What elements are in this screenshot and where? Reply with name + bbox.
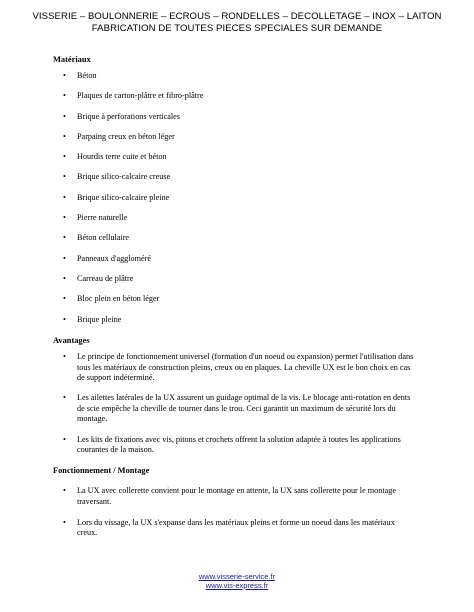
list-item bbox=[0, 233, 417, 253]
list-item bbox=[0, 112, 417, 132]
bullet-icon: • bbox=[63, 434, 66, 444]
list-item-text: Brique à perforations verticales bbox=[77, 111, 180, 121]
bullet-icon: • bbox=[63, 273, 66, 283]
bullet-icon: • bbox=[63, 192, 66, 202]
bullet-icon: • bbox=[63, 71, 66, 80]
bullet-icon: • bbox=[63, 393, 66, 403]
list-item-text: Le principe de fonctionnement universel (formation d'un noeud ou expansion) permet l'utilisation dans tous les matériaux de construction pleins, creux ou en plaques. La cheville UX est le bon choix en cas de support indéterminé. bbox=[77, 352, 414, 383]
list-item bbox=[0, 518, 417, 539]
list-item-text: Béton bbox=[77, 71, 97, 80]
list-item-text: Brique silico-calcaire pleine bbox=[77, 192, 170, 202]
list-item-text: Les kits de fixations avec vis, pitons et crochets offrent la solution adaptée à toutes les applications courantes de la maison. bbox=[77, 434, 401, 455]
fonctionnement-heading: Fonctionnement / Montage bbox=[53, 466, 150, 475]
list-item bbox=[0, 172, 417, 192]
list-item-text: Brique pleine bbox=[77, 314, 122, 324]
bullet-icon: • bbox=[63, 486, 66, 495]
list-item-text: Bloc plein en béton léger bbox=[77, 294, 160, 304]
header-line-1: VISSERIE – BOULONNERIE – ECROUS – RONDELLES – DECOLLETAGE – INOX – LAITON bbox=[32, 11, 442, 22]
list-item bbox=[0, 486, 417, 507]
footer-link-visserie-service[interactable]: www.visserie-service.fr bbox=[198, 572, 276, 581]
page-header bbox=[0, 11, 474, 34]
list-item bbox=[0, 315, 417, 335]
list-item bbox=[0, 132, 417, 152]
page-footer bbox=[0, 573, 474, 591]
list-item-text: Béton cellulaire bbox=[77, 233, 130, 243]
bullet-icon: • bbox=[63, 314, 66, 324]
avantages-heading: Avantages bbox=[53, 336, 90, 345]
bullet-icon: • bbox=[63, 517, 66, 527]
bullet-icon: • bbox=[63, 152, 66, 162]
list-item-text: Hourdis terre cuite et béton bbox=[77, 152, 167, 162]
list-item-text: La UX avec collerette convient pour le montage en attente, la UX sans collerette pour le montage traversant. bbox=[77, 486, 396, 506]
materiaux-heading: Matériaux bbox=[53, 55, 91, 64]
list-item-text: Plaques de carton-plâtre et fibro-plâtre bbox=[77, 91, 204, 101]
list-item bbox=[0, 294, 417, 314]
bullet-icon: • bbox=[63, 294, 66, 304]
list-item bbox=[0, 91, 417, 111]
bullet-icon: • bbox=[63, 111, 66, 121]
list-item-text: Carreau de plâtre bbox=[77, 273, 134, 283]
list-item-text: Brique silico-calcaire creuse bbox=[77, 172, 171, 182]
bullet-icon: • bbox=[63, 253, 66, 263]
list-item bbox=[0, 435, 417, 456]
avantages-list bbox=[0, 352, 417, 465]
list-item bbox=[0, 393, 417, 425]
list-item bbox=[0, 352, 417, 384]
bullet-icon: • bbox=[63, 172, 66, 182]
bullet-icon: • bbox=[63, 233, 66, 243]
list-item-text: Les ailettes latérales de la UX assurent un guidage optimal de la vis. Le blocage anti-rotation en dents de scie empêche la cheville de tourner dans le trou. Ceci garantit un maximum de sécurité lors du montage. bbox=[77, 393, 411, 424]
list-item bbox=[0, 193, 417, 213]
list-item bbox=[0, 152, 417, 172]
bullet-icon: • bbox=[63, 91, 66, 101]
list-item-text: Parpaing creux en béton léger bbox=[77, 131, 175, 141]
footer-link-vis-express[interactable]: www.vis-express.fr bbox=[205, 580, 269, 590]
header-line-2: FABRICATION DE TOUTES PIECES SPECIALES SUR DEMANDE bbox=[91, 22, 383, 34]
list-item-text: Pierre naturelle bbox=[77, 213, 128, 223]
list-item bbox=[0, 254, 417, 274]
list-item bbox=[0, 213, 417, 233]
list-item bbox=[0, 71, 417, 91]
list-item-text: Panneaux d'aggloméré bbox=[77, 253, 151, 263]
fonctionnement-list bbox=[0, 486, 417, 549]
bullet-icon: • bbox=[63, 213, 66, 223]
list-item bbox=[0, 274, 417, 294]
bullet-icon: • bbox=[63, 131, 66, 141]
bullet-icon: • bbox=[63, 352, 66, 361]
list-item-text: Lors du vissage, la UX s'expanse dans les matériaux pleins et forme un noeud dans les matériaux creux. bbox=[77, 517, 395, 538]
materiaux-list bbox=[0, 71, 417, 335]
